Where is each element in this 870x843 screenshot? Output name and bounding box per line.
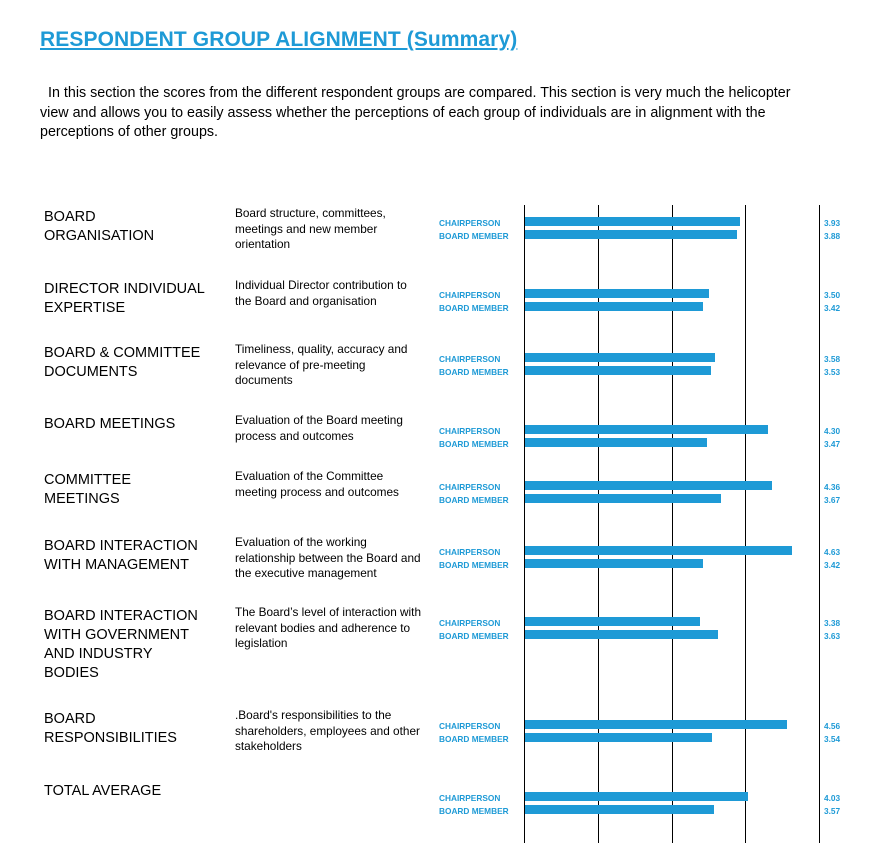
board-member-bar [525,366,711,375]
board-member-label: BOARD MEMBER [439,734,509,744]
chairperson-bar [525,617,700,626]
section-name: TOTAL AVERAGE [44,783,162,799]
board-member-value: 3.42 [824,303,841,313]
board-member-bar [525,630,718,639]
board-member-value: 3.67 [824,495,841,505]
board-member-value: 3.63 [824,631,841,641]
section-name: COMMITTEE MEETINGS [44,472,131,507]
board-member-label: BOARD MEMBER [439,806,509,816]
board-member-bar [525,438,707,447]
board-member-value: 3.42 [824,560,841,570]
chairperson-label: CHAIRPERSON [439,547,501,557]
chairperson-bar [525,792,748,801]
section-name: BOARD INTERACTION WITH MANAGEMENT [44,538,198,573]
section-description: .Board's responsibilities to the shareholders, employees and other stakeholders [235,708,420,753]
intro-paragraph: In this section the scores from the different respondent groups are compared. This section is very much the helicopter view and allows you to easily assess whether the perceptions of each group of individuals are in alignment with the perceptions of other groups. [40,85,791,140]
board-member-bar [525,302,703,311]
board-member-value: 3.88 [824,231,841,241]
chairperson-label: CHAIRPERSON [439,618,501,628]
chairperson-label: CHAIRPERSON [439,290,501,300]
board-member-label: BOARD MEMBER [439,495,509,505]
chairperson-value: 3.38 [824,618,841,628]
chairperson-value: 3.58 [824,354,841,364]
chart-gridline [524,205,525,843]
chairperson-value: 4.63 [824,547,841,557]
board-member-value: 3.57 [824,806,841,816]
section-description: Board structure, committees, meetings and new member orientation [235,206,386,251]
section-description: Evaluation of the Board meeting process and outcomes [235,413,403,443]
chairperson-label: CHAIRPERSON [439,721,501,731]
board-member-label: BOARD MEMBER [439,560,509,570]
board-member-value: 3.53 [824,367,841,377]
chairperson-bar [525,289,709,298]
chairperson-label: CHAIRPERSON [439,354,501,364]
chart-gridline [672,205,673,843]
chart-gridline [819,205,820,843]
section-name: BOARD ORGANISATION [44,209,155,244]
chart-gridline [745,205,746,843]
board-member-bar [525,733,712,742]
chairperson-bar [525,481,772,490]
board-member-label: BOARD MEMBER [439,367,509,377]
board-member-bar [525,805,714,814]
board-member-value: 3.54 [824,734,841,744]
chairperson-value: 3.93 [824,218,841,228]
chairperson-bar [525,720,787,729]
chairperson-value: 4.36 [824,482,841,492]
section-name: BOARD INTERACTION WITH GOVERNMENT AND INDUSTRY BODIES [44,608,198,681]
section-description: Timeliness, quality, accuracy and relevance of pre-meeting documents [235,342,408,387]
chairperson-value: 4.30 [824,426,841,436]
section-name: BOARD & COMMITTEE DOCUMENTS [44,345,201,380]
section-description: Individual Director contribution to the Board and organisation [235,278,407,308]
chairperson-bar [525,546,792,555]
board-member-label: BOARD MEMBER [439,231,509,241]
section-name: BOARD RESPONSIBILITIES [44,711,177,746]
board-member-label: BOARD MEMBER [439,631,509,641]
board-member-label: BOARD MEMBER [439,303,509,313]
chairperson-bar [525,217,740,226]
chairperson-label: CHAIRPERSON [439,426,501,436]
chairperson-label: CHAIRPERSON [439,218,501,228]
section-description: Evaluation of the working relationship between the Board and the executive management [235,535,421,580]
page-title: RESPONDENT GROUP ALIGNMENT (Summary) [40,28,518,51]
chart-gridline [598,205,599,843]
section-description: Evaluation of the Committee meeting process and outcomes [235,469,399,499]
board-member-bar [525,559,703,568]
chairperson-value: 4.03 [824,793,841,803]
section-description: The Board’s level of interaction with relevant bodies and adherence to legislation [235,605,422,650]
chairperson-bar [525,425,768,434]
chairperson-value: 4.56 [824,721,841,731]
section-name: BOARD MEETINGS [44,416,176,432]
chairperson-bar [525,353,715,362]
board-member-label: BOARD MEMBER [439,439,509,449]
board-member-bar [525,230,737,239]
board-member-bar [525,494,721,503]
chairperson-label: CHAIRPERSON [439,482,501,492]
chairperson-label: CHAIRPERSON [439,793,501,803]
section-name: DIRECTOR INDIVIDUAL EXPERTISE [44,281,205,316]
chairperson-value: 3.50 [824,290,841,300]
board-member-value: 3.47 [824,439,841,449]
